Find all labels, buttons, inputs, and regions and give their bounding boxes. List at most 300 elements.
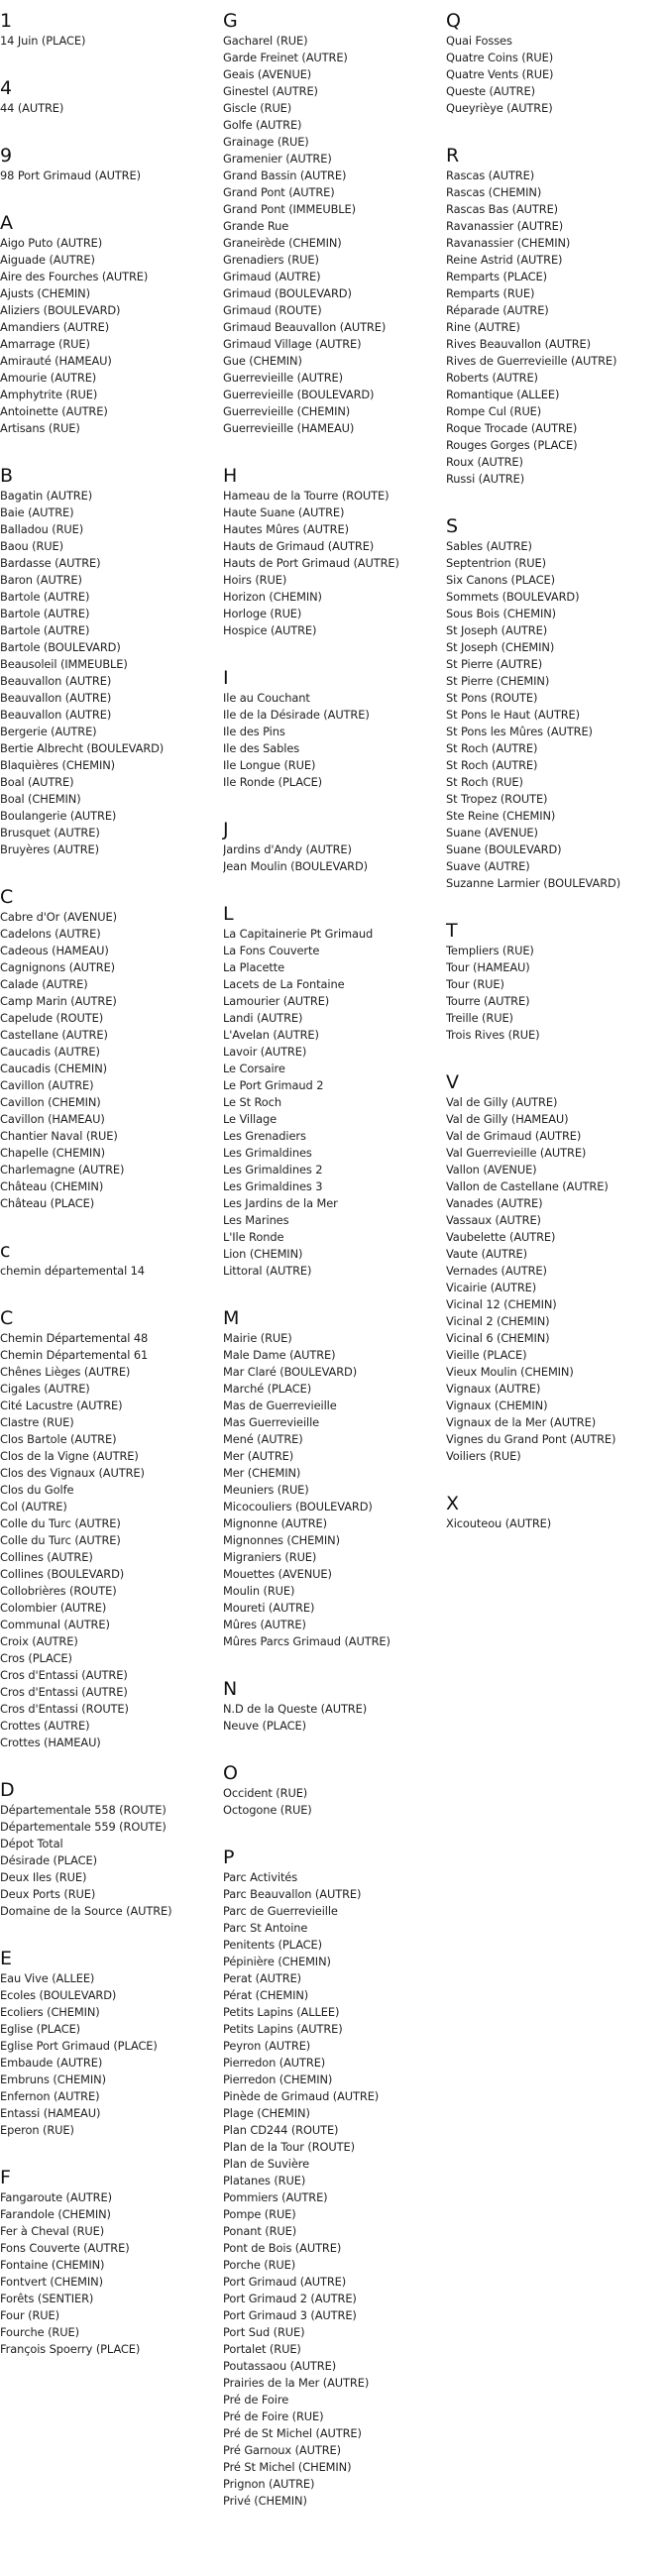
street-entry[interactable]: Mar Claré (BOULEVARD): [223, 1365, 358, 1379]
street-entry[interactable]: Ecoles (BOULEVARD): [0, 1988, 117, 2002]
street-entry[interactable]: Petits Lapins (AUTRE): [223, 2022, 343, 2036]
street-entry[interactable]: Beausoleil (IMMEUBLE): [0, 657, 128, 671]
street-entry[interactable]: Russi (AUTRE): [446, 472, 525, 486]
street-entry[interactable]: Brusquet (AUTRE): [0, 826, 100, 840]
street-entry[interactable]: Aliziers (BOULEVARD): [0, 303, 121, 317]
street-entry[interactable]: Pont de Bois (AUTRE): [223, 2241, 342, 2255]
street-entry[interactable]: Golfe (AUTRE): [223, 118, 302, 132]
street-entry[interactable]: Enfernon (AUTRE): [0, 2089, 100, 2103]
street-entry[interactable]: Domaine de la Source (AUTRE): [0, 1904, 172, 1918]
street-entry[interactable]: Remparts (PLACE): [446, 270, 547, 283]
street-entry[interactable]: Bergerie (AUTRE): [0, 725, 97, 738]
street-entry[interactable]: Clos Bartole (AUTRE): [0, 1432, 117, 1446]
street-entry[interactable]: Hoirs (RUE): [223, 573, 287, 587]
street-entry[interactable]: Vaubelette (AUTRE): [446, 1230, 556, 1244]
street-entry[interactable]: Charlemagne (AUTRE): [0, 1163, 125, 1176]
street-entry[interactable]: Cavillon (AUTRE): [0, 1078, 94, 1092]
street-entry[interactable]: St Joseph (AUTRE): [446, 623, 548, 637]
street-entry[interactable]: Jardins d'Andy (AUTRE): [223, 842, 352, 856]
street-entry[interactable]: Hameau de la Tourre (ROUTE): [223, 489, 390, 503]
street-entry[interactable]: Cigales (AUTRE): [0, 1382, 90, 1396]
street-entry[interactable]: L'Avelan (AUTRE): [223, 1028, 319, 1042]
street-entry[interactable]: Chantier Naval (RUE): [0, 1129, 118, 1143]
street-entry[interactable]: Romantique (ALLEE): [446, 388, 560, 401]
street-entry[interactable]: Grande Rue: [223, 219, 289, 233]
street-entry[interactable]: Geais (AVENUE): [223, 67, 312, 81]
street-entry[interactable]: Pré Garnoux (AUTRE): [223, 2443, 341, 2457]
street-entry[interactable]: Plan de Suvière: [223, 2157, 310, 2171]
street-entry[interactable]: Chemin Départemental 48: [0, 1331, 149, 1345]
street-entry[interactable]: Landi (AUTRE): [223, 1011, 303, 1025]
street-entry[interactable]: Migraniers (RUE): [223, 1550, 317, 1564]
street-entry[interactable]: Colombier (AUTRE): [0, 1601, 107, 1615]
street-entry[interactable]: Les Jardins de la Mer: [223, 1196, 338, 1210]
street-entry[interactable]: Mairie (RUE): [223, 1331, 292, 1345]
street-entry[interactable]: Pré St Michel (CHEMIN): [223, 2460, 352, 2474]
street-entry[interactable]: Mas de Guerrevieille: [223, 1399, 337, 1412]
street-entry[interactable]: Quai Fosses: [446, 34, 512, 48]
street-entry[interactable]: Cagnignons (AUTRE): [0, 960, 116, 974]
street-entry[interactable]: Occident (RUE): [223, 1786, 308, 1800]
street-entry[interactable]: Portalet (RUE): [223, 2342, 301, 2356]
street-entry[interactable]: Rives de Guerrevieille (AUTRE): [446, 354, 617, 368]
street-entry[interactable]: Les Marines: [223, 1213, 289, 1227]
street-entry[interactable]: Amphytrite (RUE): [0, 388, 98, 401]
street-entry[interactable]: Vignaux de la Mer (AUTRE): [446, 1415, 597, 1429]
street-entry[interactable]: Boulangerie (AUTRE): [0, 809, 117, 823]
street-entry[interactable]: Collines (BOULEVARD): [0, 1567, 125, 1581]
street-entry[interactable]: Mer (AUTRE): [223, 1449, 294, 1463]
street-entry[interactable]: Camp Marin (AUTRE): [0, 994, 117, 1008]
street-entry[interactable]: Grand Bassin (AUTRE): [223, 168, 347, 182]
street-entry[interactable]: Bartole (AUTRE): [0, 607, 90, 620]
street-entry[interactable]: Poutassaou (AUTRE): [223, 2359, 337, 2373]
street-entry[interactable]: Clos des Vignaux (AUTRE): [0, 1466, 145, 1480]
street-entry[interactable]: Gacharel (RUE): [223, 34, 308, 48]
street-entry[interactable]: Cavillon (HAMEAU): [0, 1112, 105, 1126]
street-entry[interactable]: Cadeous (HAMEAU): [0, 944, 109, 957]
street-entry[interactable]: Le St Roch: [223, 1095, 281, 1109]
street-entry[interactable]: Mas Guerrevieille: [223, 1415, 320, 1429]
street-entry[interactable]: Port Grimaud 3 (AUTRE): [223, 2308, 357, 2322]
street-entry[interactable]: Artisans (RUE): [0, 421, 80, 435]
street-entry[interactable]: Grimaud (BOULEVARD): [223, 286, 352, 300]
street-entry[interactable]: Guerrevieille (CHEMIN): [223, 404, 351, 418]
street-entry[interactable]: Rompe Cul (RUE): [446, 404, 542, 418]
street-entry[interactable]: Vignes du Grand Pont (AUTRE): [446, 1432, 616, 1446]
street-entry[interactable]: Vignaux (CHEMIN): [446, 1399, 548, 1412]
street-entry[interactable]: St Roch (AUTRE): [446, 758, 538, 772]
street-entry[interactable]: Eglise Port Grimaud (PLACE): [0, 2039, 158, 2053]
street-entry[interactable]: Cros (PLACE): [0, 1651, 72, 1665]
street-entry[interactable]: Eau Vive (ALLEE): [0, 1971, 95, 1985]
street-entry[interactable]: Privé (CHEMIN): [223, 2494, 307, 2508]
street-entry[interactable]: Eglise (PLACE): [0, 2022, 81, 2036]
street-entry[interactable]: Six Canons (PLACE): [446, 573, 555, 587]
street-entry[interactable]: Mûres Parcs Grimaud (AUTRE): [223, 1634, 390, 1648]
street-entry[interactable]: Littoral (AUTRE): [223, 1264, 312, 1278]
street-entry[interactable]: Bertie Albrecht (BOULEVARD): [0, 741, 165, 755]
street-entry[interactable]: Sommets (BOULEVARD): [446, 590, 580, 604]
street-entry[interactable]: Fer à Cheval (RUE): [0, 2224, 105, 2238]
street-entry[interactable]: Grainage (RUE): [223, 135, 309, 149]
street-entry[interactable]: Mignonnes (CHEMIN): [223, 1533, 340, 1547]
street-entry[interactable]: Pierredon (AUTRE): [223, 2056, 326, 2070]
street-entry[interactable]: Val de Grimaud (AUTRE): [446, 1129, 582, 1143]
street-entry[interactable]: La Placette: [223, 960, 285, 974]
street-entry[interactable]: Vieux Moulin (CHEMIN): [446, 1365, 574, 1379]
street-entry[interactable]: Guerrevieille (HAMEAU): [223, 421, 355, 435]
street-entry[interactable]: Grimaud (AUTRE): [223, 270, 321, 283]
street-entry[interactable]: Embruns (CHEMIN): [0, 2072, 106, 2086]
street-entry[interactable]: Communal (AUTRE): [0, 1618, 110, 1631]
street-entry[interactable]: Beauvallon (AUTRE): [0, 691, 112, 705]
street-entry[interactable]: Colle du Turc (AUTRE): [0, 1516, 121, 1530]
street-entry[interactable]: Hospice (AUTRE): [223, 623, 317, 637]
street-entry[interactable]: Désirade (PLACE): [0, 1853, 97, 1867]
street-entry[interactable]: Entassi (HAMEAU): [0, 2106, 101, 2120]
street-entry[interactable]: Sous Bois (CHEMIN): [446, 607, 556, 620]
street-entry[interactable]: Ecoliers (CHEMIN): [0, 2005, 100, 2019]
street-entry[interactable]: Horizon (CHEMIN): [223, 590, 322, 604]
street-entry[interactable]: Male Dame (AUTRE): [223, 1348, 336, 1362]
street-entry[interactable]: Aiguade (AUTRE): [0, 253, 95, 267]
street-entry[interactable]: St Pierre (CHEMIN): [446, 674, 550, 688]
street-entry[interactable]: Réparade (AUTRE): [446, 303, 549, 317]
street-entry[interactable]: Rine (AUTRE): [446, 320, 520, 334]
street-entry[interactable]: Quatre Vents (RUE): [446, 67, 554, 81]
street-entry[interactable]: Colle du Turc (AUTRE): [0, 1533, 121, 1547]
street-entry[interactable]: Vanades (AUTRE): [446, 1196, 543, 1210]
street-entry[interactable]: Calade (AUTRE): [0, 977, 88, 991]
street-entry[interactable]: Blaquières (CHEMIN): [0, 758, 115, 772]
street-entry[interactable]: Capelude (ROUTE): [0, 1011, 104, 1025]
street-entry[interactable]: Cabre d'Or (AVENUE): [0, 910, 117, 924]
street-entry[interactable]: Château (CHEMIN): [0, 1179, 104, 1193]
street-entry[interactable]: Templiers (RUE): [446, 944, 534, 957]
street-entry[interactable]: Suane (BOULEVARD): [446, 842, 562, 856]
street-entry[interactable]: Cavillon (CHEMIN): [0, 1095, 101, 1109]
street-entry[interactable]: Vaute (AUTRE): [446, 1247, 527, 1261]
street-entry[interactable]: St Pons (ROUTE): [446, 691, 538, 705]
street-entry[interactable]: Octogone (RUE): [223, 1803, 312, 1817]
street-entry[interactable]: Bartole (AUTRE): [0, 623, 90, 637]
street-entry[interactable]: Forêts (SENTIER): [0, 2292, 94, 2305]
street-entry[interactable]: Dépot Total: [0, 1837, 63, 1850]
street-entry[interactable]: St Joseph (CHEMIN): [446, 640, 555, 654]
street-entry[interactable]: St Pons le Haut (AUTRE): [446, 708, 580, 722]
street-entry[interactable]: Roux (AUTRE): [446, 455, 523, 469]
street-entry[interactable]: Vieille (PLACE): [446, 1348, 527, 1362]
street-entry[interactable]: Hautes Mûres (AUTRE): [223, 522, 349, 536]
street-entry[interactable]: Clos du Golfe: [0, 1483, 74, 1497]
street-entry[interactable]: Ile Longue (RUE): [223, 758, 316, 772]
street-entry[interactable]: Chapelle (CHEMIN): [0, 1146, 105, 1160]
street-entry[interactable]: Septentrion (RUE): [446, 556, 546, 570]
street-entry[interactable]: Vallon (AVENUE): [446, 1163, 537, 1176]
street-entry[interactable]: Ile des Pins: [223, 725, 285, 738]
street-entry[interactable]: Suane (AVENUE): [446, 826, 538, 840]
street-entry[interactable]: Parc Beauvallon (AUTRE): [223, 1887, 362, 1901]
street-entry[interactable]: Bardasse (AUTRE): [0, 556, 101, 570]
street-entry[interactable]: Amirauté (HAMEAU): [0, 354, 112, 368]
street-entry[interactable]: Jean Moulin (BOULEVARD): [223, 859, 368, 873]
street-entry[interactable]: Pinède de Grimaud (AUTRE): [223, 2089, 380, 2103]
street-entry[interactable]: Crottes (HAMEAU): [0, 1736, 101, 1749]
street-entry[interactable]: chemin départemental 14: [0, 1264, 145, 1278]
street-entry[interactable]: Reine Astrid (AUTRE): [446, 253, 563, 267]
street-entry[interactable]: Les Grimaldines 3: [223, 1179, 323, 1193]
street-entry[interactable]: Amourie (AUTRE): [0, 371, 97, 385]
street-entry[interactable]: Roberts (AUTRE): [446, 371, 538, 385]
street-entry[interactable]: Prignon (AUTRE): [223, 2477, 315, 2491]
street-entry[interactable]: Moureti (AUTRE): [223, 1601, 315, 1615]
street-entry[interactable]: Porche (RUE): [223, 2258, 296, 2272]
street-entry[interactable]: Caucadis (AUTRE): [0, 1045, 100, 1059]
street-entry[interactable]: Balladou (RUE): [0, 522, 84, 536]
street-entry[interactable]: Guerrevieille (AUTRE): [223, 371, 343, 385]
street-entry[interactable]: Platanes (RUE): [223, 2174, 306, 2187]
street-entry[interactable]: 14 Juin (PLACE): [0, 34, 86, 48]
street-entry[interactable]: Amandiers (AUTRE): [0, 320, 110, 334]
street-entry[interactable]: Guerrevieille (BOULEVARD): [223, 388, 375, 401]
street-entry[interactable]: Les Grenadiers: [223, 1129, 306, 1143]
street-entry[interactable]: Farandole (CHEMIN): [0, 2207, 111, 2221]
street-entry[interactable]: Ste Reine (CHEMIN): [446, 809, 556, 823]
street-entry[interactable]: Croix (AUTRE): [0, 1634, 78, 1648]
street-entry[interactable]: Vignaux (AUTRE): [446, 1382, 541, 1396]
street-entry[interactable]: Voiliers (RUE): [446, 1449, 521, 1463]
street-entry[interactable]: Deux Iles (RUE): [0, 1870, 87, 1884]
street-entry[interactable]: Grimaud Beauvallon (AUTRE): [223, 320, 387, 334]
street-entry[interactable]: Val Guerrevieille (AUTRE): [446, 1146, 587, 1160]
street-entry[interactable]: Pierredon (CHEMIN): [223, 2072, 333, 2086]
street-entry[interactable]: Cadelons (AUTRE): [0, 927, 101, 941]
street-entry[interactable]: Queyrièye (AUTRE): [446, 101, 553, 115]
street-entry[interactable]: Pré de Foire: [223, 2393, 289, 2407]
street-entry[interactable]: Ile des Sables: [223, 741, 300, 755]
street-entry[interactable]: 44 (AUTRE): [0, 101, 64, 115]
street-entry[interactable]: François Spoerry (PLACE): [0, 2342, 141, 2356]
street-entry[interactable]: St Tropez (ROUTE): [446, 792, 548, 806]
street-entry[interactable]: Baou (RUE): [0, 539, 63, 553]
street-entry[interactable]: Mignonne (AUTRE): [223, 1516, 327, 1530]
street-entry[interactable]: St Pons les Mûres (AUTRE): [446, 725, 593, 738]
street-entry[interactable]: Rives Beauvallon (AUTRE): [446, 337, 591, 351]
street-entry[interactable]: Roque Trocade (AUTRE): [446, 421, 578, 435]
street-entry[interactable]: Aire des Fourches (AUTRE): [0, 270, 149, 283]
street-entry[interactable]: Petits Lapins (ALLEE): [223, 2005, 340, 2019]
street-entry[interactable]: Vicinal 2 (CHEMIN): [446, 1314, 550, 1328]
street-entry[interactable]: Les Grimaldines: [223, 1146, 312, 1160]
street-entry[interactable]: Col (AUTRE): [0, 1500, 67, 1513]
street-entry[interactable]: Baie (AUTRE): [0, 505, 74, 519]
street-entry[interactable]: Fontaine (CHEMIN): [0, 2258, 105, 2272]
street-entry[interactable]: Le Port Grimaud 2: [223, 1078, 324, 1092]
street-entry[interactable]: Les Grimaldines 2: [223, 1163, 323, 1176]
street-entry[interactable]: Amarrage (RUE): [0, 337, 90, 351]
street-entry[interactable]: Cité Lacustre (AUTRE): [0, 1399, 123, 1412]
street-entry[interactable]: Le Village: [223, 1112, 278, 1126]
street-entry[interactable]: Suave (AUTRE): [446, 859, 530, 873]
street-entry[interactable]: Val de Gilly (HAMEAU): [446, 1112, 569, 1126]
street-entry[interactable]: Quatre Coins (RUE): [446, 51, 554, 64]
street-entry[interactable]: Port Sud (RUE): [223, 2325, 305, 2339]
street-entry[interactable]: Clastre (RUE): [0, 1415, 74, 1429]
street-entry[interactable]: St Roch (AUTRE): [446, 741, 538, 755]
street-entry[interactable]: Clos de la Vigne (AUTRE): [0, 1449, 139, 1463]
street-entry[interactable]: Baron (AUTRE): [0, 573, 82, 587]
street-entry[interactable]: Collines (AUTRE): [0, 1550, 93, 1564]
street-entry[interactable]: Tour (RUE): [446, 977, 504, 991]
street-entry[interactable]: Ile de la Désirade (AUTRE): [223, 708, 370, 722]
street-entry[interactable]: La Capitainerie Pt Grimaud: [223, 927, 374, 941]
street-entry[interactable]: Fontvert (CHEMIN): [0, 2275, 103, 2289]
street-entry[interactable]: Ravanassier (CHEMIN): [446, 236, 571, 250]
street-entry[interactable]: Pré de Foire (RUE): [223, 2409, 324, 2423]
street-entry[interactable]: Xicouteou (AUTRE): [446, 1516, 552, 1530]
street-entry[interactable]: Pompe (RUE): [223, 2207, 296, 2221]
street-entry[interactable]: Caucadis (CHEMIN): [0, 1062, 107, 1075]
street-entry[interactable]: Peyron (AUTRE): [223, 2039, 311, 2053]
street-entry[interactable]: Rouges Gorges (PLACE): [446, 438, 578, 452]
street-entry[interactable]: Garde Freinet (AUTRE): [223, 51, 348, 64]
street-entry[interactable]: Gramenier (AUTRE): [223, 152, 332, 166]
street-entry[interactable]: Château (PLACE): [0, 1196, 95, 1210]
street-entry[interactable]: Suzanne Larmier (BOULEVARD): [446, 876, 621, 890]
street-entry[interactable]: Grand Pont (AUTRE): [223, 185, 335, 199]
street-entry[interactable]: Parc Activités: [223, 1870, 298, 1884]
street-entry[interactable]: Plan de la Tour (ROUTE): [223, 2140, 355, 2154]
street-entry[interactable]: Chemin Départemental 61: [0, 1348, 149, 1362]
street-entry[interactable]: La Fons Couverte: [223, 944, 320, 957]
street-entry[interactable]: Meuniers (RUE): [223, 1483, 309, 1497]
street-entry[interactable]: Embaude (AUTRE): [0, 2056, 103, 2070]
street-entry[interactable]: Lamourier (AUTRE): [223, 994, 330, 1008]
street-entry[interactable]: Marché (PLACE): [223, 1382, 312, 1396]
street-entry[interactable]: Moulin (RUE): [223, 1584, 295, 1598]
street-entry[interactable]: Hauts de Grimaud (AUTRE): [223, 539, 375, 553]
street-entry[interactable]: Port Grimaud 2 (AUTRE): [223, 2292, 357, 2305]
street-entry[interactable]: Vicairie (AUTRE): [446, 1281, 537, 1294]
street-entry[interactable]: Mouettes (AVENUE): [223, 1567, 332, 1581]
street-entry[interactable]: Perat (AUTRE): [223, 1971, 302, 1985]
street-entry[interactable]: Remparts (RUE): [446, 286, 535, 300]
street-entry[interactable]: Boal (CHEMIN): [0, 792, 81, 806]
street-entry[interactable]: Départementale 559 (ROUTE): [0, 1820, 167, 1834]
street-entry[interactable]: Queste (AUTRE): [446, 84, 535, 98]
street-entry[interactable]: Vicinal 6 (CHEMIN): [446, 1331, 550, 1345]
street-entry[interactable]: Pommiers (AUTRE): [223, 2190, 328, 2204]
street-entry[interactable]: St Roch (RUE): [446, 775, 523, 789]
street-entry[interactable]: Bruyères (AUTRE): [0, 842, 99, 856]
street-entry[interactable]: Ile au Couchant: [223, 691, 310, 705]
street-entry[interactable]: Bartole (AUTRE): [0, 590, 90, 604]
street-entry[interactable]: Ginestel (AUTRE): [223, 84, 318, 98]
street-entry[interactable]: Neuve (PLACE): [223, 1719, 306, 1733]
street-entry[interactable]: Fourche (RUE): [0, 2325, 79, 2339]
street-entry[interactable]: N.D de la Queste (AUTRE): [223, 1702, 368, 1716]
street-entry[interactable]: Val de Gilly (AUTRE): [446, 1095, 558, 1109]
street-entry[interactable]: Rascas (CHEMIN): [446, 185, 542, 199]
street-entry[interactable]: Ajusts (CHEMIN): [0, 286, 90, 300]
street-entry[interactable]: Pépinière (CHEMIN): [223, 1955, 331, 1968]
street-entry[interactable]: Grenadiers (RUE): [223, 253, 319, 267]
street-entry[interactable]: Départementale 558 (ROUTE): [0, 1803, 167, 1817]
street-entry[interactable]: Pérat (CHEMIN): [223, 1988, 309, 2002]
street-entry[interactable]: Le Corsaire: [223, 1062, 285, 1075]
street-entry[interactable]: Collobrières (ROUTE): [0, 1584, 117, 1598]
street-entry[interactable]: Four (RUE): [0, 2308, 59, 2322]
street-entry[interactable]: Grand Pont (IMMEUBLE): [223, 202, 356, 216]
street-entry[interactable]: Bagatin (AUTRE): [0, 489, 93, 503]
street-entry[interactable]: Treille (RUE): [446, 1011, 513, 1025]
street-entry[interactable]: Lavoir (AUTRE): [223, 1045, 307, 1059]
street-entry[interactable]: Pré de St Michel (AUTRE): [223, 2426, 362, 2440]
street-entry[interactable]: Parc de Guerrevieille: [223, 1904, 338, 1918]
street-entry[interactable]: Beauvallon (AUTRE): [0, 708, 112, 722]
street-entry[interactable]: Antoinette (AUTRE): [0, 404, 108, 418]
street-entry[interactable]: Port Grimaud (AUTRE): [223, 2275, 347, 2289]
street-entry[interactable]: Bartole (BOULEVARD): [0, 640, 121, 654]
street-entry[interactable]: Haute Suane (AUTRE): [223, 505, 345, 519]
street-entry[interactable]: Mer (CHEMIN): [223, 1466, 301, 1480]
street-entry[interactable]: Cros d'Entassi (ROUTE): [0, 1702, 129, 1716]
street-entry[interactable]: Ponant (RUE): [223, 2224, 297, 2238]
street-entry[interactable]: Gue (CHEMIN): [223, 354, 302, 368]
street-entry[interactable]: Plan CD244 (ROUTE): [223, 2123, 339, 2137]
street-entry[interactable]: Aigo Puto (AUTRE): [0, 236, 103, 250]
street-entry[interactable]: Horloge (RUE): [223, 607, 302, 620]
street-entry[interactable]: Parc St Antoine: [223, 1921, 308, 1935]
street-entry[interactable]: Graneirède (CHEMIN): [223, 236, 342, 250]
street-entry[interactable]: Prairies de la Mer (AUTRE): [223, 2376, 370, 2390]
street-entry[interactable]: Micocouliers (BOULEVARD): [223, 1500, 373, 1513]
street-entry[interactable]: Vallon de Castellane (AUTRE): [446, 1179, 609, 1193]
street-entry[interactable]: Grimaud Village (AUTRE): [223, 337, 362, 351]
street-entry[interactable]: Sables (AUTRE): [446, 539, 532, 553]
street-entry[interactable]: Tour (HAMEAU): [446, 960, 530, 974]
street-entry[interactable]: Beauvallon (AUTRE): [0, 674, 112, 688]
street-entry[interactable]: L'Ile Ronde: [223, 1230, 284, 1244]
street-entry[interactable]: Giscle (RUE): [223, 101, 292, 115]
street-entry[interactable]: Ile Ronde (PLACE): [223, 775, 323, 789]
street-entry[interactable]: Trois Rives (RUE): [446, 1028, 540, 1042]
street-entry[interactable]: Grimaud (ROUTE): [223, 303, 322, 317]
street-entry[interactable]: St Pierre (AUTRE): [446, 657, 543, 671]
street-entry[interactable]: Mûres (AUTRE): [223, 1618, 306, 1631]
street-entry[interactable]: Ravanassier (AUTRE): [446, 219, 564, 233]
street-entry[interactable]: Lacets de La Fontaine: [223, 977, 345, 991]
street-entry[interactable]: Mené (AUTRE): [223, 1432, 303, 1446]
street-entry[interactable]: Eperon (RUE): [0, 2123, 74, 2137]
street-entry[interactable]: Rascas Bas (AUTRE): [446, 202, 559, 216]
street-entry[interactable]: Tourre (AUTRE): [446, 994, 530, 1008]
street-entry[interactable]: Castellane (AUTRE): [0, 1028, 108, 1042]
street-entry[interactable]: Crottes (AUTRE): [0, 1719, 90, 1733]
street-entry[interactable]: Vassaux (AUTRE): [446, 1213, 541, 1227]
street-entry[interactable]: Chênes Lièges (AUTRE): [0, 1365, 131, 1379]
street-entry[interactable]: 98 Port Grimaud (AUTRE): [0, 168, 141, 182]
street-entry[interactable]: Lion (CHEMIN): [223, 1247, 303, 1261]
street-entry[interactable]: Rascas (AUTRE): [446, 168, 535, 182]
street-entry[interactable]: Penitents (PLACE): [223, 1938, 322, 1952]
street-entry[interactable]: Fons Couverte (AUTRE): [0, 2241, 130, 2255]
street-entry[interactable]: Cros d'Entassi (AUTRE): [0, 1685, 128, 1699]
street-entry[interactable]: Vicinal 12 (CHEMIN): [446, 1297, 557, 1311]
street-entry[interactable]: Cros d'Entassi (AUTRE): [0, 1668, 128, 1682]
street-entry[interactable]: Hauts de Port Grimaud (AUTRE): [223, 556, 399, 570]
